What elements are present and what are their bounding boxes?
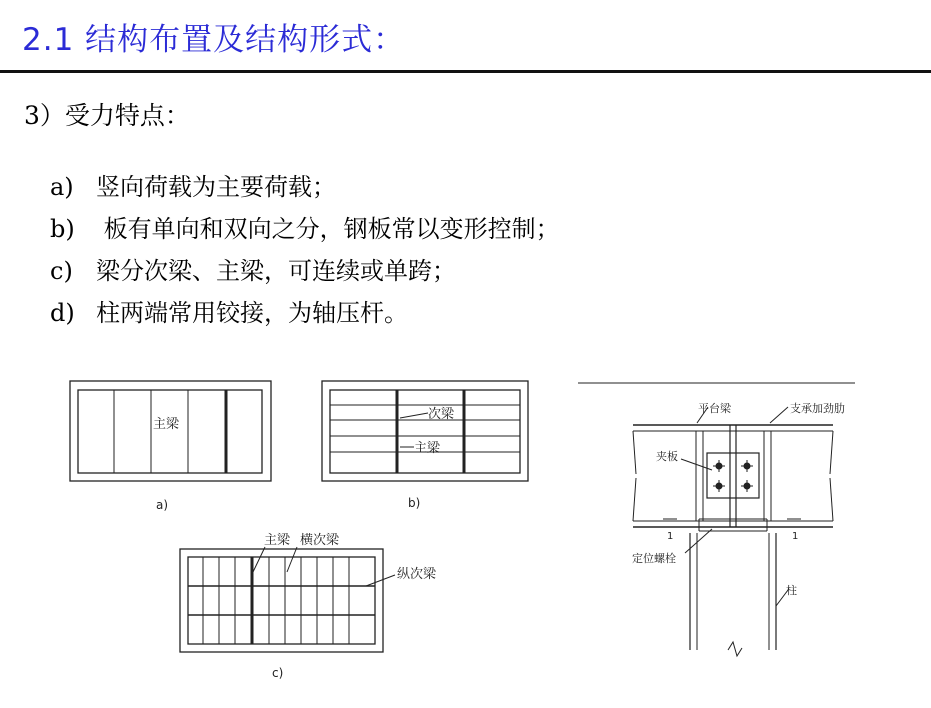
detail-platform-beam-label: 平台梁 [698,402,731,415]
item-text: 竖向荷载为主要荷载； [96,173,336,201]
fig-c-longitudinal-beam-label: 纵次梁 [397,567,437,582]
item-marker: b) [50,215,75,243]
item-text: 柱两端常用铰接，为轴压杆。 [96,299,408,327]
section-heading: 3）受力特点： [24,101,190,130]
fig-c-main-beam-label: 主梁 [264,533,291,548]
fig-a-main-beam-label: 主梁 [153,417,180,432]
detail-column-label: 柱 [786,584,797,597]
item-marker: c) [50,257,73,285]
figure-c [180,547,395,652]
fig-b-secondary-beam-label: 次梁 [428,407,455,422]
detail-section-mark-right: 1 [792,531,799,542]
connection-detail [578,383,855,656]
fig-a-caption: a) [156,498,169,512]
detail-splice-plate-label: 夹板 [656,450,678,463]
detail-stiffener-label: 支承加劲肋 [790,402,845,415]
fig-b-main-beam-label: 主梁 [414,441,441,456]
page-title: 2.1 结构布置及结构形式： [22,22,406,58]
detail-section-mark-left: 1 [667,531,674,542]
item-marker: a) [50,173,74,201]
fig-c-caption: c) [272,666,284,680]
fig-c-transverse-beam-label: 横次梁 [300,533,340,548]
item-marker: d) [50,299,75,327]
item-text: 板有单向和双向之分，钢板常以变形控制； [96,215,560,243]
figure-b [322,381,528,481]
fig-b-caption: b) [408,496,421,510]
bolt-group [713,460,753,492]
detail-bolt-label: 定位螺栓 [632,552,676,565]
item-text: 梁分次梁、主梁，可连续或单跨； [96,257,456,285]
